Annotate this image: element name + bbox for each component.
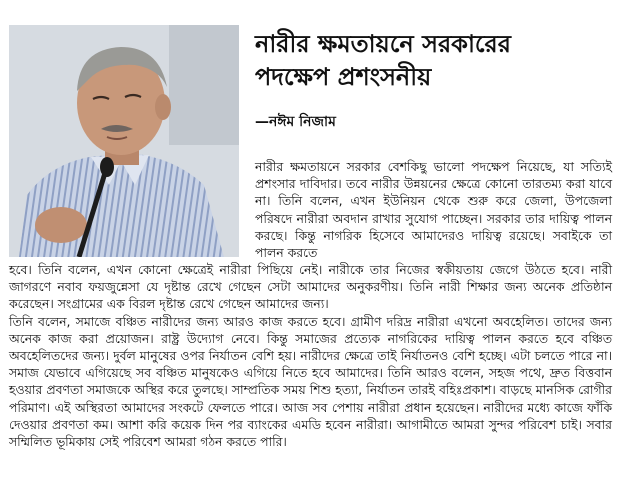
speaker-photo-graphic <box>9 25 239 257</box>
paragraph-continue: হবে। তিনি বলেন, এখন কোনো ক্ষেত্রেই নারীরা পিছিয়ে নেই। নারীকে তার নিজের স্বকীয়তায় জেগে উঠতে হবে। নারী জাগরণে নবাব ফয়জুন্নেসা যে দৃষ্টান্ত রেখে গেছেন সেটা আমাদের অনুকরণীয়। তিনি নারী শিক্ষার জন্য অনেক প্রতিষ্ঠান করেছেন। সংগ্রামের এক বিরল দৃষ্টান্ত রেখে গেছেন আমাদের জন্য। <box>9 262 612 312</box>
article-body-right-column <box>255 158 612 261</box>
article-byline: —নঈম নিজাম <box>255 114 336 130</box>
article-headline <box>255 28 610 94</box>
headline-line-1: নারীর ক্ষমতায়নে সরকারের <box>255 30 511 58</box>
paragraph-second: তিনি বলেন, সমাজে বঞ্চিত নারীদের জন্য আরও কাজ করতে হবে। গ্রামীণ দরিদ্র নারীরা এখনো অবহেলিত। তাদের জন্য অনেক কাজ করা প্রয়োজন। রাষ্ট্র উদ্যোগ নেবে। কিন্তু সমাজের প্রত্যেক নাগরিকের দায়িত্ব পালন করতে হবে বঞ্চিত অবহেলিতদের জন্য। দুর্বল মানুষের ওপর নির্যাতন বেশি হয়। নারীদের ক্ষেত্রে তাই নির্যাতনও বেশি হচ্ছে। এটা চলতে পারে না। সমাজ যেভাবে এগিয়েছে সব বঞ্চিত মানুষকেও এগিয়ে নিতে হবে আমাদের। তিনি আরও বলেন, সহজ পথে, দ্রুত বিত্তবান হওয়ার প্রবণতা সমাজকে অস্থির করে তুলছে। সাম্প্রতিক সময় শিশু হত্যা, নির্যাতন তারই বহিঃপ্রকাশ। বাড়ছে মানসিক রোগীর পরিমাণ। এই অস্থিরতা আমাদের সংকটে ফেলতে পারে। আজ সব পেশায় নারীরা প্রধান হয়েছেন। নারীদের মধ্যে কাজে ফাঁকি দেওয়ার প্রবণতা কম। আশা করি কয়েক দিন পর ব্যাংকের এমডি হবেন নারীরা। আগামীতে আমরা সুন্দর পরিবেশ চাই। সবার সম্মিলিত ভূমিকায় সেই পরিবেশ আমরা গঠন করতে পারি। <box>9 313 612 450</box>
speaker-photo <box>9 25 239 257</box>
headline-line-2: পদক্ষেপ প্রশংসনীয় <box>255 63 432 91</box>
paragraph-top: নারীর ক্ষমতায়নে সরকার বেশকিছু ভালো পদক্ষেপ নিয়েছে, যা সত্যিই প্রশংসার দাবিদার। তবে নারীর উন্নয়নের ক্ষেত্রে কোনো তারতম্য করা যাবে না। তিনি বলেন, এখন ইউনিয়ন থেকে শুরু করে জেলা, উপজেলা পরিষদে নারীরা অবদান রাখার সুযোগ পাচ্ছেন। সরকার তার দায়িত্ব পালন করছে। কিন্তু নাগরিক হিসেবে আমাদেরও দায়িত্ব রয়েছে। সবাইকে তা পালন করতে <box>255 159 612 261</box>
article-body-full-width <box>9 261 612 450</box>
